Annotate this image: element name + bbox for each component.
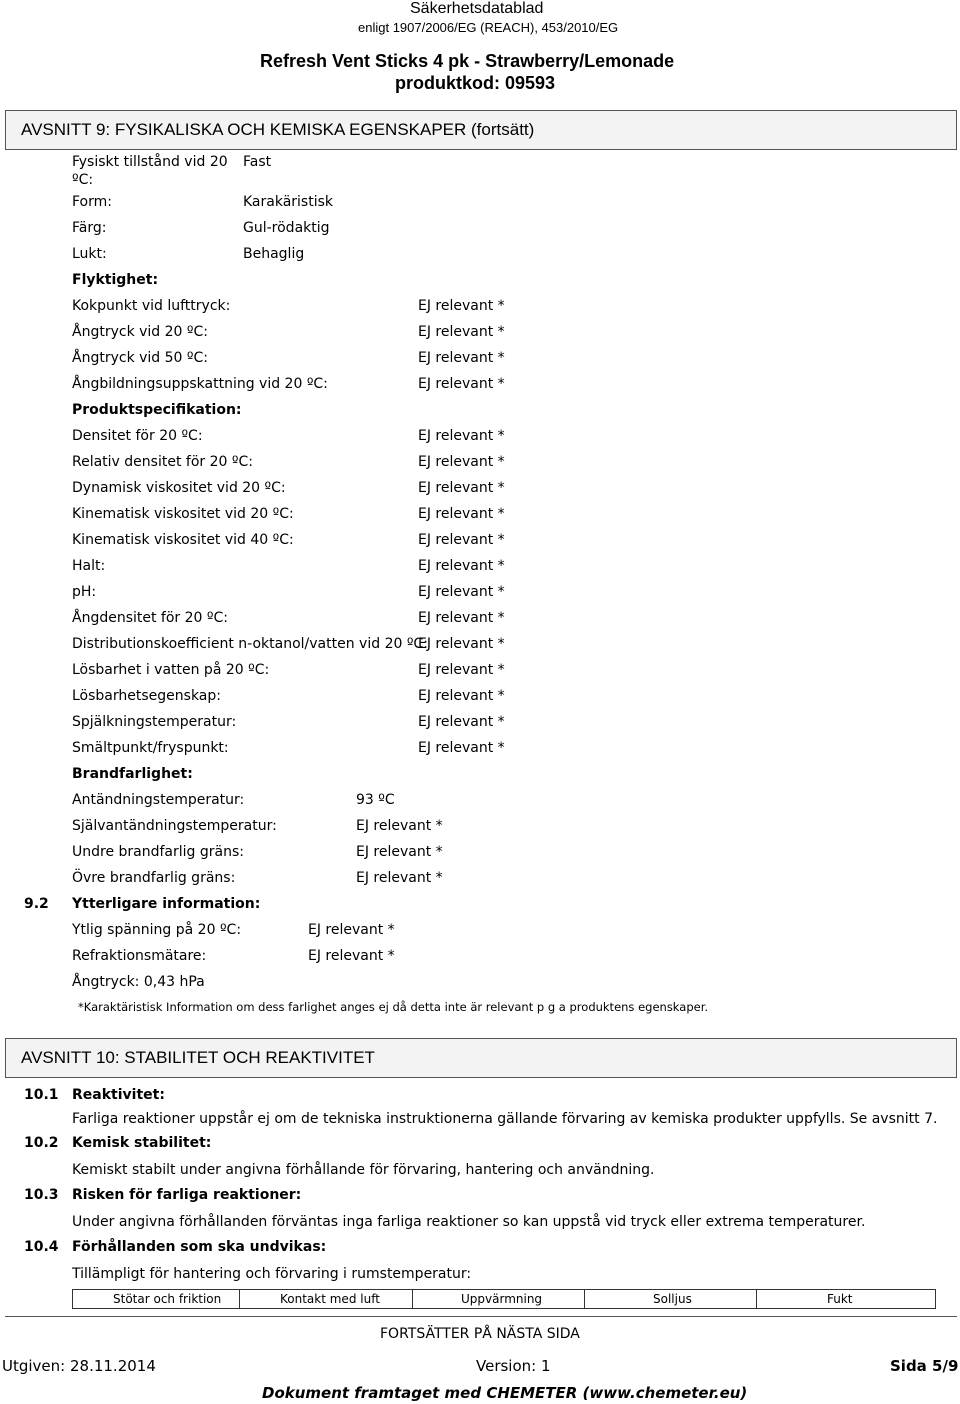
subsection-text: Under angivna förhållanden förväntas inga farliga reaktioner so kan uppstå vid tryck eller extrema temperaturer. bbox=[72, 1214, 866, 1230]
table-cell: Uppvärmning bbox=[413, 1290, 585, 1308]
subsection-number: 10.2 bbox=[24, 1135, 59, 1151]
property-row bbox=[0, 948, 960, 968]
property-label: Refraktionsmätare: bbox=[72, 948, 207, 964]
property-label: Dynamisk viskositet vid 20 ºC: bbox=[72, 480, 286, 496]
odor-label: Lukt: bbox=[72, 246, 107, 262]
property-value: EJ relevant * bbox=[418, 740, 505, 756]
physical-state-value: Fast bbox=[243, 154, 272, 170]
subsection-number: 10.3 bbox=[24, 1187, 59, 1203]
property-value: EJ relevant * bbox=[418, 532, 505, 548]
spec-heading: Produktspecifikation: bbox=[72, 402, 242, 418]
regulation-text: enligt 1907/2006/EG (REACH), 453/2010/EG bbox=[358, 20, 619, 35]
property-value: 93 ºC bbox=[356, 792, 395, 808]
table-cell: Fukt bbox=[827, 1292, 853, 1306]
property-row bbox=[0, 376, 960, 396]
property-value: EJ relevant * bbox=[418, 454, 505, 470]
property-label: Ångtryck vid 50 ºC: bbox=[72, 350, 208, 366]
property-value: EJ relevant * bbox=[308, 948, 395, 964]
property-row bbox=[0, 428, 960, 448]
flammability-heading: Brandfarlighet: bbox=[72, 766, 193, 782]
property-value: EJ relevant * bbox=[418, 506, 505, 522]
property-label: Halt: bbox=[72, 558, 106, 574]
property-row bbox=[0, 740, 960, 760]
vapor-pressure-text: Ångtryck: 0,43 hPa bbox=[72, 974, 205, 990]
subsection-number: 9.2 bbox=[24, 896, 49, 912]
property-row bbox=[0, 584, 960, 604]
subsection-number: 10.1 bbox=[24, 1087, 59, 1103]
property-label: Ångdensitet för 20 ºC: bbox=[72, 610, 228, 626]
property-value: EJ relevant * bbox=[418, 610, 505, 626]
footnote: *Karaktäristisk Information om dess farlighet anges ej då detta inte är relevant p g a produktens egenskaper. bbox=[78, 1000, 709, 1014]
page-number: Sida 5/9 bbox=[890, 1357, 959, 1375]
property-value: EJ relevant * bbox=[418, 298, 505, 314]
product-code: produktkod: 09593 bbox=[395, 73, 556, 93]
subsection-text: Farliga reaktioner uppstår ej om de tekniska instruktionerna gällande förvaring av kemiska produkter uppfylls. Se avsnitt 7. bbox=[72, 1111, 938, 1127]
subsection-heading: Risken för farliga reaktioner: bbox=[72, 1187, 302, 1203]
property-label: Densitet för 20 ºC: bbox=[72, 428, 203, 444]
property-row bbox=[0, 688, 960, 708]
table-cell: Stötar och friktion bbox=[73, 1290, 240, 1308]
property-label: Ångbildningsuppskattning vid 20 ºC: bbox=[72, 376, 328, 392]
continues-note: FORTSÄTTER PÅ NÄSTA SIDA bbox=[380, 1326, 580, 1342]
property-label: Smältpunkt/fryspunkt: bbox=[72, 740, 229, 756]
property-row bbox=[0, 818, 960, 838]
property-label: Distributionskoefficient n-oktanol/vatten vid 20 ºC: bbox=[72, 636, 428, 652]
section-10-title: AVSNITT 10: STABILITET OCH REAKTIVITET bbox=[21, 1048, 375, 1067]
section-9-title: AVSNITT 9: FYSIKALISKA OCH KEMISKA EGENSKAPER (fortsätt) bbox=[21, 120, 535, 139]
subsection-heading: Ytterligare information: bbox=[72, 896, 261, 912]
property-row bbox=[0, 480, 960, 500]
property-row bbox=[0, 636, 960, 656]
color-label: Färg: bbox=[72, 220, 107, 236]
subsection-text: Kemiskt stabilt under angivna förhållande för förvaring, hantering och användning. bbox=[72, 1162, 655, 1178]
section-10-title-bar bbox=[5, 1038, 957, 1078]
property-value: EJ relevant * bbox=[418, 584, 505, 600]
table-cell: Solljus bbox=[585, 1290, 757, 1308]
form-value: Karakäristisk bbox=[243, 194, 334, 210]
property-value: EJ relevant * bbox=[418, 558, 505, 574]
property-value: EJ relevant * bbox=[356, 844, 443, 860]
property-row bbox=[0, 532, 960, 552]
property-value: EJ relevant * bbox=[308, 922, 395, 938]
property-label: Kinematisk viskositet vid 20 ºC: bbox=[72, 506, 294, 522]
property-value: EJ relevant * bbox=[418, 428, 505, 444]
property-value: EJ relevant * bbox=[418, 662, 505, 678]
property-label: Lösbarhet i vatten på 20 ºC: bbox=[72, 662, 270, 678]
property-row bbox=[0, 870, 960, 890]
property-value: EJ relevant * bbox=[418, 688, 505, 704]
property-label: Spjälkningstemperatur: bbox=[72, 714, 237, 730]
property-label: Kinematisk viskositet vid 40 ºC: bbox=[72, 532, 294, 548]
conditions-table bbox=[72, 1289, 936, 1309]
generated-by: Dokument framtaget med CHEMETER (www.chemeter.eu) bbox=[262, 1384, 748, 1402]
property-value: EJ relevant * bbox=[418, 480, 505, 496]
subsection-text: Tillämpligt för hantering och förvaring i rumstemperatur: bbox=[72, 1266, 472, 1282]
property-label: Undre brandfarlig gräns: bbox=[72, 844, 244, 860]
property-label: Relativ densitet för 20 ºC: bbox=[72, 454, 253, 470]
property-label: Självantändningstemperatur: bbox=[72, 818, 277, 834]
property-row bbox=[0, 298, 960, 318]
section-bottom-rule bbox=[5, 1316, 957, 1317]
property-row bbox=[0, 610, 960, 630]
property-label: Lösbarhetsegenskap: bbox=[72, 688, 221, 704]
property-row bbox=[0, 662, 960, 682]
property-label: pH: bbox=[72, 584, 97, 600]
property-row bbox=[0, 558, 960, 578]
version-text: Version: 1 bbox=[476, 1357, 551, 1375]
property-label: Kokpunkt vid lufttryck: bbox=[72, 298, 231, 314]
subsection-heading: Kemisk stabilitet: bbox=[72, 1135, 212, 1151]
property-row bbox=[0, 324, 960, 344]
property-value: EJ relevant * bbox=[418, 350, 505, 366]
color-value: Gul-rödaktig bbox=[243, 220, 330, 236]
property-value: EJ relevant * bbox=[418, 376, 505, 392]
table-cell: Kontakt med luft bbox=[240, 1290, 413, 1308]
property-value: EJ relevant * bbox=[418, 636, 505, 652]
odor-value: Behaglig bbox=[243, 246, 305, 262]
section-9-title-bar bbox=[5, 110, 957, 150]
property-row bbox=[0, 792, 960, 812]
product-name: Refresh Vent Sticks 4 pk - Strawberry/Lemonade bbox=[260, 51, 675, 71]
property-label: Ångtryck vid 20 ºC: bbox=[72, 324, 208, 340]
property-label: Ytlig spänning på 20 ºC: bbox=[72, 922, 242, 938]
property-value: EJ relevant * bbox=[356, 870, 443, 886]
property-row bbox=[0, 350, 960, 370]
property-label: Övre brandfarlig gräns: bbox=[72, 870, 236, 886]
property-row bbox=[0, 922, 960, 942]
form-label: Form: bbox=[72, 194, 112, 210]
subsection-number: 10.4 bbox=[24, 1239, 59, 1255]
property-value: EJ relevant * bbox=[418, 324, 505, 340]
property-label: Antändningstemperatur: bbox=[72, 792, 245, 808]
volatility-heading: Flyktighet: bbox=[72, 272, 159, 288]
physical-state-label-unit: ºC: bbox=[72, 172, 94, 188]
property-value: EJ relevant * bbox=[356, 818, 443, 834]
property-row bbox=[0, 714, 960, 734]
doc-title: Säkerhetsdatablad bbox=[410, 0, 544, 17]
subsection-heading: Reaktivitet: bbox=[72, 1087, 165, 1103]
subsection-heading: Förhållanden som ska undvikas: bbox=[72, 1239, 327, 1255]
issued-date: Utgiven: 28.11.2014 bbox=[2, 1357, 156, 1375]
physical-state-label: Fysiskt tillstånd vid 20 bbox=[72, 154, 228, 170]
property-row bbox=[0, 454, 960, 474]
property-row bbox=[0, 506, 960, 526]
property-value: EJ relevant * bbox=[418, 714, 505, 730]
property-row bbox=[0, 844, 960, 864]
